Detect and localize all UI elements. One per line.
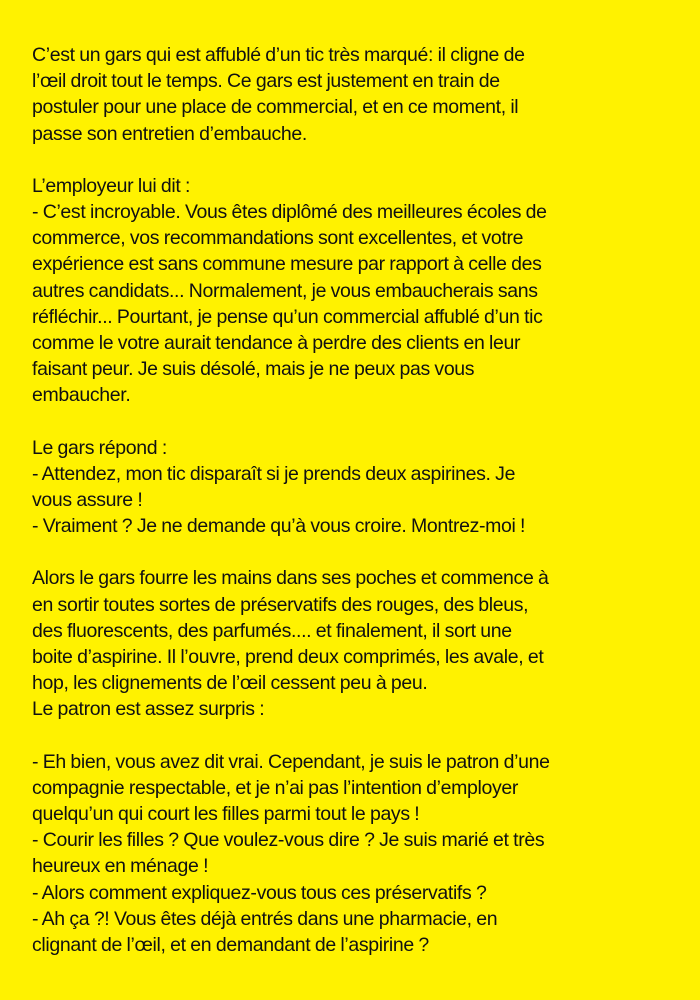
text-line: commerce, vos recommandations sont excellentes, et votre [32,227,524,250]
text-line: hop, les clignements de l’œil cessent peu à peu. [32,672,428,695]
text-line: - Alors comment expliquez-vous tous ces préservatifs ? [32,881,487,904]
text-line: compagnie respectable, et je n’ai pas l’intention d’employer [32,776,519,799]
text-line: passe son entretien d’embauche. [32,122,307,145]
text-line: C’est un gars qui est affublé d’un tic très marqué: il cligne de [32,44,525,66]
text-line: - Eh bien, vous avez dit vrai. Cependant, je suis le patron d’une [32,750,550,773]
text-line: - Attendez, mon tic disparaît si je prends deux aspirines. Je [32,462,516,485]
text-line: embaucher. [32,384,131,407]
text-line: Le patron est assez surpris : [32,698,265,721]
text-line: - C’est incroyable. Vous êtes diplômé des meilleures écoles de [32,201,547,224]
text-line: Le gars répond : [32,436,167,459]
paragraph-intro [32,42,680,147]
text-line: expérience est sans commune mesure par rapport à celle des [32,253,542,276]
text-line: heureux en ménage ! [32,855,209,878]
text-line: postuler pour une place de commercial, et en ce moment, il [32,96,519,119]
text-line: réfléchir... Pourtant, je pense qu’un commercial affublé d’un tic [32,305,543,328]
text-line: vous assure ! [32,489,143,512]
paragraph-employer-speech [32,173,680,409]
text-line: comme le votre aurait tendance à perdre des clients en leur [32,332,521,355]
text-line: boite d’aspirine. Il l’ouvre, prend deux comprimés, les avale, et [32,646,544,669]
text-line: Alors le gars fourre les mains dans ses poches et commence à [32,567,549,590]
paragraph-pockets [32,565,680,722]
paragraph-punchline [32,749,680,959]
text-line: - Courir les filles ? Que voulez-vous dire ? Je suis marié et très [32,829,545,852]
text-line: en sortir toutes sortes de préservatifs des rouges, des bleus, [32,593,529,616]
text-line: L’employeur lui dit : [32,174,191,197]
text-line: clignant de l’œil, et en demandant de l’aspirine ? [32,934,429,957]
text-line: autres candidats... Normalement, je vous embaucherais sans [32,279,538,302]
text-line: l’œil droit tout le temps. Ce gars est justement en train de [32,70,500,93]
paragraph-candidate-reply [32,435,680,540]
text-line: faisant peur. Je suis désolé, mais je ne peux pas vous [32,358,475,381]
text-line: - Vraiment ? Je ne demande qu’à vous croire. Montrez-moi ! [32,515,526,538]
text-line: quelqu’un qui court les filles parmi tout le pays ! [32,803,420,826]
text-line: - Ah ça ?! Vous êtes déjà entrés dans une pharmacie, en [32,907,498,930]
text-line: des fluorescents, des parfumés.... et finalement, il sort une [32,619,512,642]
